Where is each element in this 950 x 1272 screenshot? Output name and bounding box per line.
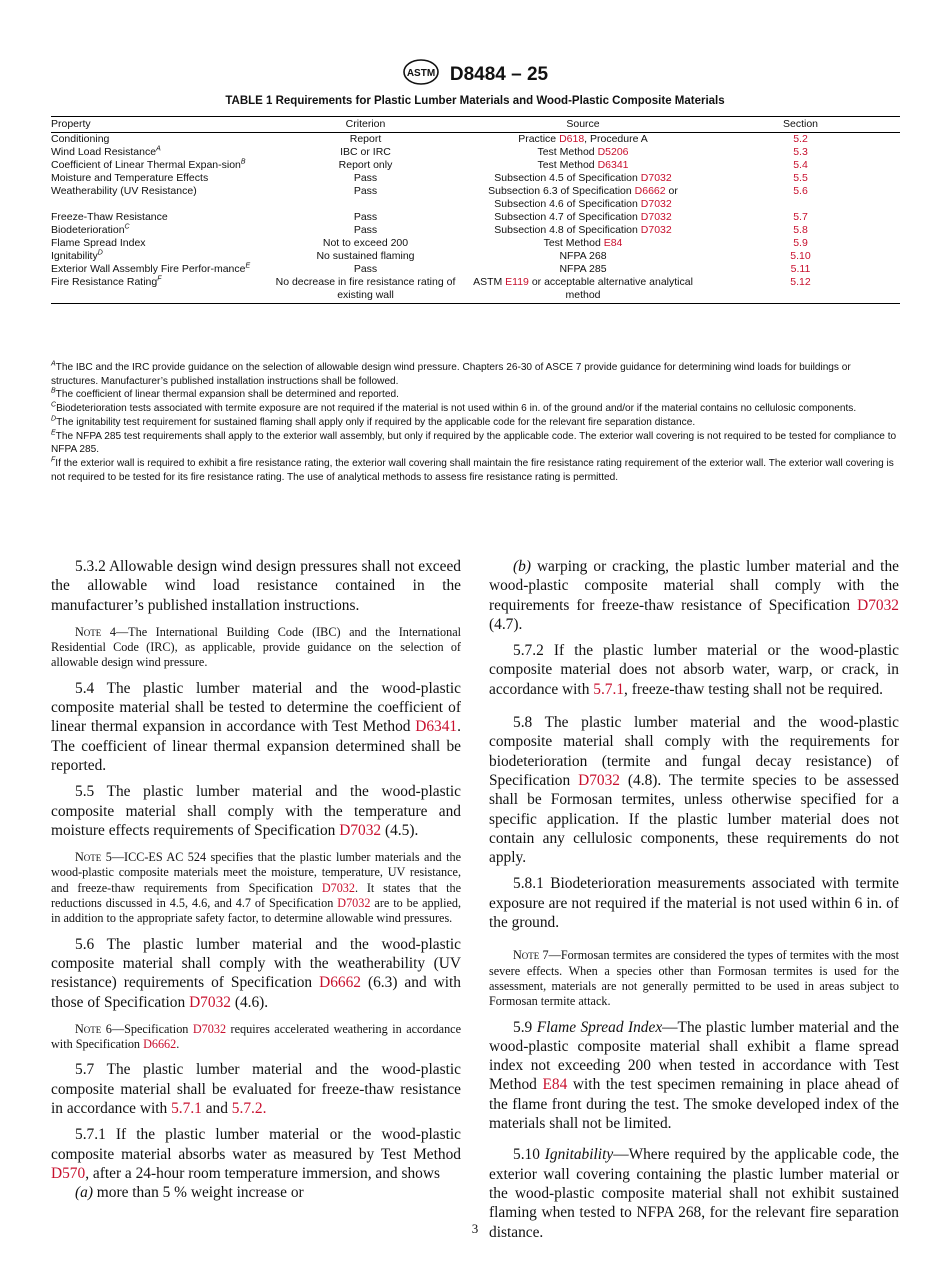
note-7: Note 7—Formosan termites are considered the types of termites with the most severe effects. When a species other than Formosan termites is used for the assessment, materials are not generally permitted to be used in areas subject to Formosan termite attack.: [489, 948, 900, 1009]
cell-section-link[interactable]: 5.11: [790, 263, 811, 275]
cell-source: Test Method D6341: [537, 159, 629, 171]
cell-source: NFPA 285: [559, 263, 607, 275]
paragraph-5-5: 5.5 The plastic lumber material and the wood-plastic composite material shall comply with the temperature and moisture effects requirements of Specification D7032 (4.5).: [51, 783, 461, 839]
footnote: $^D$The ignitability test requirement for sustained flaming shall apply only if required by the applicable code for the relevant fire separation distance.: [51, 415, 696, 428]
page-number: 3: [471, 1221, 479, 1236]
cell-source: Subsection 4.5 of Specification D7032: [494, 172, 672, 184]
cell-source: ASTM E119 or acceptable alternative analytical method: [465, 276, 701, 304]
cell-criterion: No decrease in fire resistance rating of existing wall: [266, 276, 465, 304]
cell-section-link[interactable]: 5.4: [793, 159, 808, 171]
link-e84[interactable]: E84: [603, 237, 623, 249]
cell-property: Freeze-Thaw Resistance: [51, 211, 168, 223]
cell-criterion: Pass: [353, 211, 378, 223]
cell-source: Test Method E84: [543, 237, 623, 249]
cell-criterion: Pass: [353, 172, 378, 184]
cell-section-link[interactable]: 5.5: [793, 172, 808, 184]
cell-property: Weatherability (UV Resistance): [51, 185, 197, 197]
cell-criterion: Report: [349, 133, 382, 145]
cell-property: Biodeterioration$^C$: [51, 223, 130, 236]
footnote-marker[interactable]: C: [124, 223, 130, 231]
link-d570[interactable]: D570: [51, 1164, 86, 1182]
cell-criterion: Report only: [338, 159, 393, 171]
cell-property: Flame Spread Index: [51, 237, 146, 249]
cell-section-link[interactable]: 5.8: [793, 224, 808, 236]
table-row: [51, 172, 900, 185]
table-row: [51, 250, 900, 263]
paragraph-5-4: 5.4 The plastic lumber material and the wood-plastic composite material shall be tested to determine the coefficient of linear thermal expansion in accordance with Test Method D6341. The coefficient of linear thermal expansion determined shall be reported.: [51, 679, 461, 774]
table-row: [51, 185, 900, 211]
link-d6341[interactable]: D6341: [415, 718, 458, 736]
column-header-property: Property: [51, 117, 266, 133]
table-header-row: [51, 117, 900, 133]
document-header: [0, 58, 950, 91]
cell-property: Wind Load Resistance$^A$: [51, 145, 161, 158]
cell-section-link[interactable]: 5.9: [793, 237, 808, 249]
footnote-marker[interactable]: B: [240, 158, 246, 166]
cell-criterion: Pass: [353, 185, 378, 197]
paragraph-5-7-1-a: (a) more than 5 % weight increase or: [75, 1184, 304, 1202]
cell-property: Ignitability$^D$: [51, 249, 103, 262]
link-section-5-7-1[interactable]: 5.7.1: [593, 680, 625, 698]
cell-section-link[interactable]: 5.6: [793, 185, 808, 197]
footnote-marker[interactable]: D: [97, 249, 103, 257]
standard-designation: D8484 – 25: [449, 63, 549, 85]
astm-logo: [402, 58, 440, 91]
footnote: $^B$The coefficient of linear thermal expansion shall be determined and reported.: [51, 388, 399, 401]
link-d7032[interactable]: D7032: [192, 1021, 227, 1036]
footnote-marker[interactable]: E: [245, 262, 251, 270]
table-row: [51, 133, 900, 147]
table-row: [51, 159, 900, 172]
cell-source: Subsection 4.7 of Specification D7032: [494, 211, 672, 223]
cell-source: NFPA 268: [559, 250, 607, 262]
paragraph-5-6: 5.6 The plastic lumber material and the wood-plastic composite material shall comply with the weatherability (UV resistance) requirements of Specification D6662 (6.3) and with those of Specification D7032 (4.6).: [51, 935, 461, 1011]
footnote-marker[interactable]: F: [157, 275, 162, 283]
logo-text: ASTM: [406, 68, 436, 79]
link-d5206[interactable]: D5206: [597, 146, 629, 158]
table-row: [51, 276, 900, 304]
link-d7032[interactable]: D7032: [640, 172, 672, 184]
link-d7032[interactable]: D7032: [339, 821, 382, 839]
link-d7032[interactable]: D7032: [640, 224, 672, 236]
paragraph-5-3-2: 5.3.2 Allowable design wind design pressures shall not exceed the allowable wind load resistance contained in the manufacturer’s published installation instructions.: [51, 558, 461, 614]
cell-section-link[interactable]: 5.12: [701, 276, 900, 304]
paragraph-5-7-1-b: (b) warping or cracking, the plastic lumber material and the wood-plastic composite material shall comply with the requirements for freeze-thaw resistance of Specification D7032 (4.7).: [489, 558, 899, 633]
cell-criterion: Pass: [353, 263, 378, 275]
link-d7032[interactable]: D7032: [189, 993, 231, 1011]
footnote-marker[interactable]: A: [156, 145, 161, 153]
link-d6662[interactable]: D6662: [634, 185, 666, 197]
link-d7032[interactable]: D7032: [857, 596, 899, 614]
note-5: Note 5—ICC-ES AC 524 specifies that the plastic lumber materials and the wood-plastic composite materials meet the moisture, temperature, UV resistance, and freeze-thaw requirements from Specification D7032. It states that the reductions discussed in 4.5, 4.6, and 4.7 of Specification D7032 are to be applied, in addition to the appropriate safety factor, to determine allowable wind pressures.: [51, 850, 462, 926]
footnote: $^A$The IBC and the IRC provide guidance on the selection of allowable design wind pressure. Chapters 26-30 of ASCE 7 provide guidance for determining wind loads for buildings or structures. Manufacturer’s published installation instructions shall be followed.: [51, 360, 851, 387]
table-row: [51, 146, 900, 159]
link-d6341[interactable]: D6341: [597, 159, 629, 171]
note-6: Note 6—Specification D7032 requires accelerated weathering in accordance with Specification D6662.: [51, 1021, 461, 1052]
link-d7032[interactable]: D7032: [578, 771, 621, 789]
requirements-table: [51, 116, 900, 304]
link-d7032[interactable]: D7032: [640, 198, 672, 210]
link-d618[interactable]: D618: [559, 133, 585, 145]
table-title: TABLE 1 Requirements for Plastic Lumber Materials and Wood-Plastic Composite Materials: [225, 95, 725, 107]
footnote: $^F$If the exterior wall is required to exhibit a fire resistance rating, the exterior wall covering shall maintain the fire resistance rating requirement of the exterior wall. The exterior wall covering is not required to be tested for its fire resistance rating. The use of analytical methods to assess fire resistance rating is permitted.: [51, 456, 894, 483]
cell-section-link[interactable]: 5.2: [793, 133, 808, 145]
column-header-criterion: Criterion: [266, 117, 465, 133]
column-header-section: Section: [701, 117, 900, 133]
cell-section-link[interactable]: 5.10: [790, 250, 811, 262]
table-row: [51, 237, 900, 250]
table-footnotes: [51, 361, 900, 484]
cell-section-link[interactable]: 5.7: [793, 211, 808, 223]
cell-criterion: Pass: [353, 224, 378, 236]
paragraph-5-10: 5.10 Ignitability—Where required by the applicable code, the exterior wall covering containing the plastic lumber material or the wood-plastic composite material shall not exhibit sustained flaming when tested to NFPA 268, for the relevant fire separation distance.: [489, 1146, 900, 1241]
paragraph-5-7: 5.7 The plastic lumber material and the wood-plastic composite material shall be evaluated for freeze-thaw resistance in accordance with 5.7.1 and 5.7.2.: [51, 1061, 461, 1118]
cell-source: Subsection 6.3 of Specification D6662 or Subsection 4.6 of Specification D7032: [488, 185, 678, 210]
link-d7032[interactable]: D7032: [337, 896, 371, 911]
link-d7032[interactable]: D7032: [321, 880, 355, 895]
cell-property: Fire Resistance Rating$^F$: [51, 276, 266, 304]
paragraph-5-7-1: 5.7.1 If the plastic lumber material or the wood-plastic composite material absorbs water as measured by Test Method D570, after a 24-hour room temperature immersion, and shows: [51, 1126, 461, 1182]
link-d6662[interactable]: D6662: [319, 974, 361, 992]
link-section-5-7-2[interactable]: 5.7.2.: [231, 1100, 267, 1118]
left-column: [51, 557, 461, 1210]
table-row: [51, 224, 900, 237]
cell-property: Moisture and Temperature Effects: [51, 172, 209, 184]
cell-source: Practice D618, Procedure A: [518, 133, 648, 145]
paragraph-5-8: 5.8 The plastic lumber material and the wood-plastic composite material shall comply with the requirements for biodeterioration (termite and fungal decay resistance) of Specification D7032 (4.8). The termite species to be assessed shall be Formosan termites, unless otherwise specified for a specific application. If the plastic lumber material does not contain any cellulosic components, these requirements do not apply.: [489, 714, 900, 867]
cell-property: Conditioning: [51, 133, 110, 145]
table-row: [51, 263, 900, 276]
link-e84[interactable]: E84: [542, 1076, 568, 1094]
cell-criterion: No sustained flaming: [316, 250, 415, 262]
paragraph-5-8-1: 5.8.1 Biodeterioration measurements associated with termite exposure are not required if the material is not used within 6 in. of the ground.: [489, 875, 899, 932]
cell-source: Test Method D5206: [537, 146, 629, 158]
cell-criterion: Not to exceed 200: [322, 237, 409, 249]
paragraph-5-7-2: 5.7.2 If the plastic lumber material or the wood-plastic composite material does not absorb water, warp, or crack, in accordance with 5.7.1, freeze-thaw testing shall not be required.: [489, 642, 899, 698]
link-e119[interactable]: E119: [505, 276, 529, 288]
cell-section-link[interactable]: 5.3: [793, 146, 808, 158]
cell-criterion: IBC or IRC: [340, 146, 391, 158]
cell-source: Subsection 4.8 of Specification D7032: [494, 224, 672, 236]
right-column: [489, 557, 899, 1249]
column-header-source: Source: [465, 117, 701, 133]
note-4: Note 4—The International Building Code (IBC) and the International Residential Code (IRC), as applicable, provide guidance on the selection of allowable design wind pressure.: [51, 624, 461, 670]
cell-property: Exterior Wall Assembly Fire Perfor-mance$^E$: [51, 262, 251, 275]
link-d6662[interactable]: D6662: [143, 1037, 177, 1052]
footnote: $^E$The NFPA 285 test requirements shall apply to the exterior wall assembly, but only if required by the applicable code. The exterior wall covering is not required to be tested for compliance to NFPA 285.: [51, 429, 897, 456]
footnote: $^C$Biodeterioration tests associated with termite exposure are not required if the material is not used within 6 in. of the ground and/or if the material contains no cellulosic components.: [51, 401, 857, 415]
cell-property: Coefficient of Linear Thermal Expan-sion$^B$: [51, 158, 246, 171]
link-section-5-7-1[interactable]: 5.7.1: [171, 1100, 202, 1118]
paragraph-5-9: 5.9 Flame Spread Index—The plastic lumber material and the wood-plastic composite material shall exhibit a flame spread index not exceeding 200 when tested in accordance with Test Method E84 with the test specimen remaining in place ahead of the flame front during the test. The smoke developed index of the materials shall not be limited.: [489, 1018, 899, 1133]
table-row: [51, 211, 900, 224]
table-body: [51, 133, 900, 304]
link-d7032[interactable]: D7032: [640, 211, 672, 223]
